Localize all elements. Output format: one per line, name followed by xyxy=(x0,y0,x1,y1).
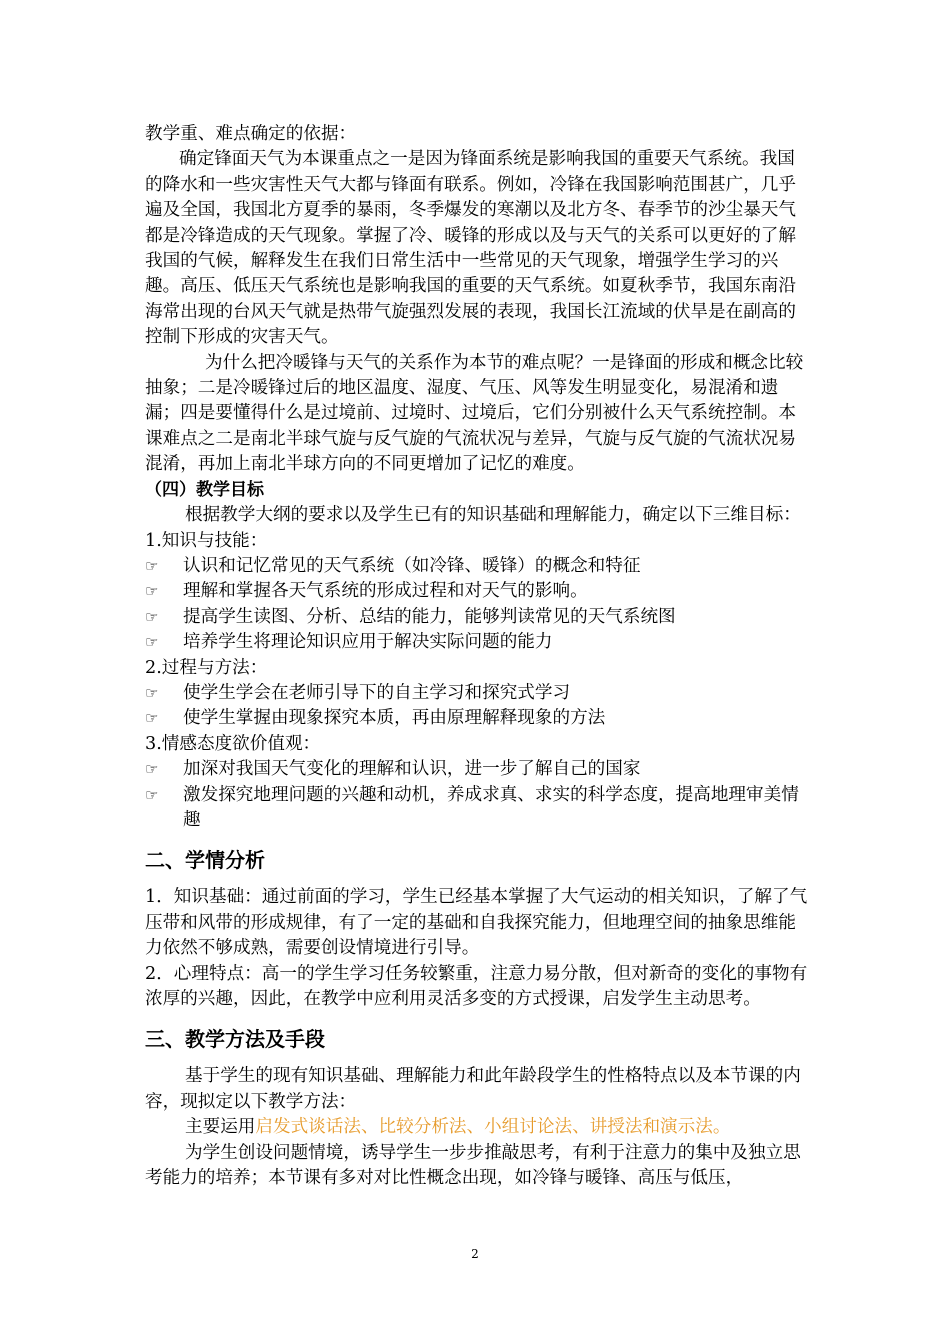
methods-highlight: 启发式谈话法、比较分析法、小组讨论法、讲授法和演示法。 xyxy=(255,1117,731,1138)
pointing-hand-icon: ☞ xyxy=(145,633,159,652)
goal2-item: 使学生学会在老师引导下的自主学习和探究式学习 xyxy=(183,682,571,703)
page-number: 2 xyxy=(471,1247,479,1261)
goal1-item: 提高学生读图、分析、总结的能力，能够判读常见的天气系统图 xyxy=(183,606,676,627)
pointing-hand-icon: ☞ xyxy=(145,582,159,601)
goal1-item: 认识和记忆常见的天气系统（如冷锋、暖锋）的概念和特征 xyxy=(183,555,641,576)
pointing-hand-icon: ☞ xyxy=(145,785,159,804)
pointing-hand-icon: ☞ xyxy=(145,709,159,728)
pointing-hand-icon: ☞ xyxy=(145,683,159,702)
goal2-title: 2.过程与方法： xyxy=(145,657,268,678)
section3-paragraph-2 xyxy=(145,1115,811,1140)
list-item xyxy=(145,579,811,604)
goal3-item: 激发探究地理问题的兴趣和动机，养成求真、求实的科学态度，提高地理审美情趣 xyxy=(183,784,799,830)
section3-heading: 三、教学方法及手段 xyxy=(145,1027,325,1052)
basis-paragraph-1: 确定锋面天气为本课重点之一是因为锋面系统是影响我国的重要天气系统。我国的降水和一些灾害性天气大都与锋面有联系。例如，冷锋在我国影响范围甚广，几乎遍及全国，我国北方夏季的暴雨，冬季爆发的寒潮以及北方冬、春季节的沙尘暴天气都是冷锋造成的天气现象。掌握了冷、暖锋的形成以及与天气的关系可以更好的了解我国的气候，解释发生在我们日常生活中一些常见的天气现象，增强学生学习的兴趣。高压、低压天气系统也是影响我国的重要的天气系统。如夏秋季节，我国东南沿海常出现的台风天气就是热带气旋强烈发展的表现，我国长江流域的伏旱是在副高的控制下形成的灾害天气。 xyxy=(145,149,796,348)
list-item xyxy=(145,706,811,731)
list-item xyxy=(145,630,811,655)
list-item xyxy=(145,554,811,579)
list-item xyxy=(145,757,811,782)
list-item xyxy=(145,681,811,706)
list-item xyxy=(145,783,811,834)
goals-intro: 根据教学大纲的要求以及学生已有的知识基础和理解能力，确定以下三维目标： xyxy=(185,505,801,526)
goal1-title: 1.知识与技能： xyxy=(145,530,268,551)
list-item xyxy=(145,605,811,630)
section2-heading: 二、学情分析 xyxy=(145,848,265,873)
basis-heading: 教学重、难点确定的依据： xyxy=(145,124,357,144)
section3-paragraph-1: 基于学生的现有知识基础、理解能力和此年龄段学生的性格特点以及本节课的内容，现拟定以下教学方法： xyxy=(145,1066,801,1112)
section3-paragraph-3: 为学生创设问题情境，诱导学生一步步推敲思考，有利于注意力的集中及独立思考能力的培养；本节课有多对对比性概念出现，如冷锋与暖锋、高压与低压， xyxy=(145,1142,801,1189)
basis-paragraph-2: 为什么把冷暖锋与天气的关系作为本节的难点呢？一是锋面的形成和概念比较抽象；二是冷暖锋过后的地区温度、湿度、气压、风等发生明显变化，易混淆和遗漏；四是要懂得什么是过境前、过境时、过境后，它们分别被什么天气系统控制。本课难点之二是南北半球气旋与反气旋的气流状况与差异，气旋与反气旋的气流状况易混淆，再加上南北半球方向的不同更增加了记忆的难度。 xyxy=(145,352,804,475)
methods-prefix: 主要运用 xyxy=(185,1117,256,1138)
section2-paragraph-2: 2．心理特点：高一的学生学习任务较繁重，注意力易分散，但对新奇的变化的事物有浓厚的兴趣，因此，在教学中应利用灵活多变的方式授课，启发学生主动思考。 xyxy=(145,963,808,1009)
pointing-hand-icon: ☞ xyxy=(145,760,159,779)
document-page xyxy=(145,122,811,1191)
goal1-item: 培养学生将理论知识应用于解决实际问题的能力 xyxy=(183,632,553,653)
goal3-item: 加深对我国天气变化的理解和认识，进一步了解自己的国家 xyxy=(183,759,641,780)
goal1-item: 理解和掌握各天气系统的形成过程和对天气的影响。 xyxy=(183,581,588,602)
goals-heading: （四）教学目标 xyxy=(145,479,264,500)
section2-paragraph-1: 1．知识基础：通过前面的学习，学生已经基本掌握了大气运动的相关知识，了解了气压带和风带的形成规律，有了一定的基础和自我探究能力，但地理空间的抽象思维能力依然不够成熟，需要创设情境进行引导。 xyxy=(145,887,808,959)
goal3-title: 3.情感态度欲价值观： xyxy=(145,733,321,754)
pointing-hand-icon: ☞ xyxy=(145,556,159,575)
pointing-hand-icon: ☞ xyxy=(145,607,159,626)
goal2-item: 使学生掌握由现象探究本质，再由原理解释现象的方法 xyxy=(183,708,606,729)
